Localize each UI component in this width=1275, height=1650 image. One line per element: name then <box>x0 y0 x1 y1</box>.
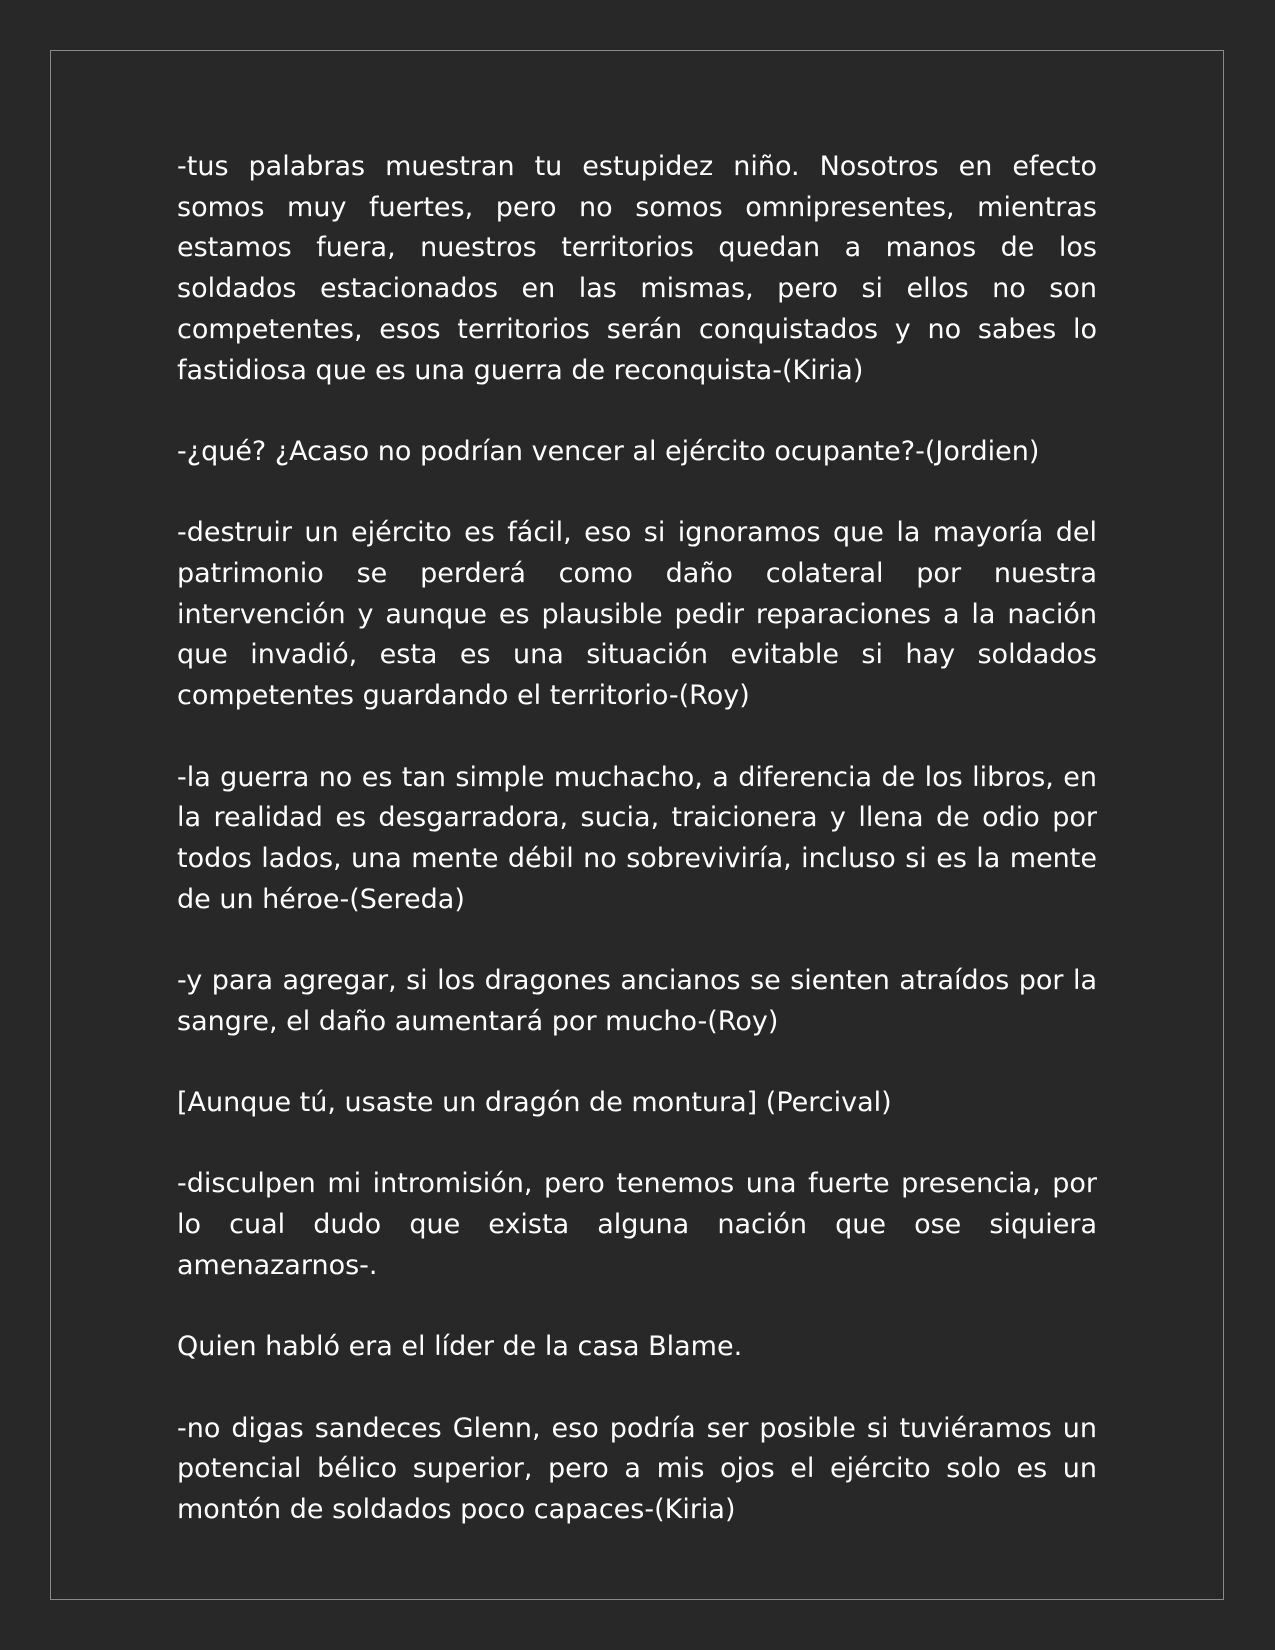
paragraph-kiria-2: -no digas sandeces Glenn, eso podría ser posible si tuviéramos un potencial bélico superior, pero a mis ojos el ejército solo es un montón de soldados poco capaces-(Kiria) <box>177 1412 1097 1526</box>
paragraph-roy-2: -y para agregar, si los dragones ancianos se sienten atraídos por la sangre, el daño aumentará por mucho-(Roy) <box>177 965 1097 1037</box>
paragraph-percival: [Aunque tú, usaste un dragón de montura] (Percival) <box>177 1087 892 1119</box>
paragraph-jordien: -¿qué? ¿Acaso no podrían vencer al ejército ocupante?-(Jordien) <box>177 435 1040 467</box>
document-body <box>177 147 1097 1531</box>
paragraph-narration: Quien habló era el líder de la casa Blame. <box>177 1331 743 1363</box>
paragraph-intromision: -disculpen mi intromisión, pero tenemos una fuerte presencia, por lo cual dudo que exista alguna nación que ose siquiera amenazarnos-. <box>177 1168 1097 1281</box>
paragraph-kiria-1: -tus palabras muestran tu estupidez niño. Nosotros en efecto somos muy fuertes, pero no somos omnipresentes, mientras estamos fuera, nuestros territorios quedan a manos de los soldados estacionados en las mismas, pero si ellos no son competentes, esos territorios serán conquistados y no sabes lo fastidiosa que es una guerra de reconquista-(Kiria) <box>177 151 1097 386</box>
paragraph-sereda: -la guerra no es tan simple muchacho, a diferencia de los libros, en la realidad es desgarradora, sucia, traicionera y llena de odio por todos lados, una mente débil no sobreviviría, incluso si es la mente de un héroe-(Sereda) <box>177 761 1097 915</box>
paragraph-roy-1: -destruir un ejército es fácil, eso si ignoramos que la mayoría del patrimonio se perderá como daño colateral por nuestra intervención y aunque es plausible pedir reparaciones a la nación que invadió, esta es una situación evitable si hay soldados competentes guardando el territorio-(Roy) <box>177 517 1097 712</box>
